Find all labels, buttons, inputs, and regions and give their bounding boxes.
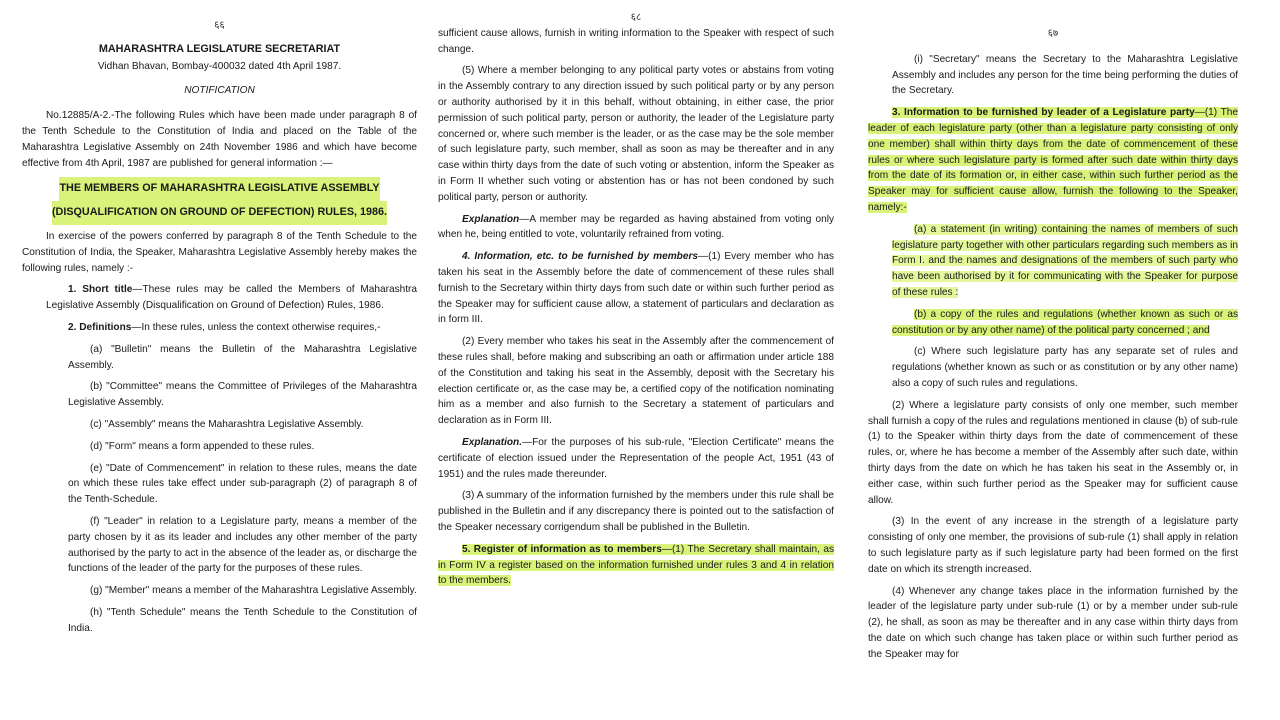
rule-2-definitions	[22, 320, 417, 336]
page-number: ६७	[1047, 28, 1059, 39]
secretariat-heading: MAHARASHTRA LEGISLATURE SECRETARIAT	[98, 42, 341, 55]
page-middle	[438, 0, 834, 595]
page-right	[868, 0, 1238, 668]
rule-2-heading: 2. Definitions	[68, 321, 132, 333]
rule-4-heading: 4. Information, etc. to be furnished by members	[462, 251, 698, 263]
definition-f: (f) "Leader" in relation to a Legislature party, means a member of the party chosen by it as its leader and includes any other member of the party authorised by the party to act in the absence of the leader as, or discharge the functions of the leader of the party for the purposes of these rules.	[68, 515, 418, 575]
rule-5	[438, 542, 834, 589]
definition-g: (g) "Member" means a member of the Maharashtra Legislative Assembly.	[90, 585, 417, 597]
continued-paragraph: sufficient cause allows, furnish in writing information to the Speaker with respect of such change.	[438, 27, 834, 55]
rule-3-heading: 3. Information to be furnished by leader of a Legislature party	[892, 107, 1195, 119]
rule-3-text: —(1) The leader of each legislature party (other than a legislature party consisting of only one member) shall within thirty days from the date of commencement of these rules or where such legislature party is formed after such date within thirty days from the date of its formation or, in either case, within such further period as the Speaker may for sufficient cause allow, furnish the following to the Speaker, namely:-	[868, 107, 1238, 213]
explanation-1-text: —A member may be regarded as having abstained from voting only when he, being entitled to vote, voluntarily refrained from voting.	[438, 213, 834, 241]
exercise-paragraph: In exercise of the powers conferred by paragraph 8 of the Tenth Schedule to the Constitution of India, the Speaker, Maharashtra Legislative Assembly hereby makes the following rules, namely :-	[22, 230, 417, 274]
rules-title-line-2: (DISQUALIFICATION ON GROUND OF DEFECTION) RULES, 1986.	[52, 201, 387, 225]
definition-d: (d) "Form" means a form appended to these rules.	[90, 440, 315, 452]
rule-3	[868, 105, 1238, 216]
page-number: ६६	[214, 20, 225, 31]
rule-3-2: (2) Where a legislature party consists of only one member, such member shall furnish a copy of the rules and regulations mentioned in clause (b) of sub-rule (1) to the Speaker within thirty days from the date of commencement of these rules, or, where he has become a member of the Assembly after such date, within thirty days from the date on which he has taken his seat in the Assembly or, in either case, within such further period as the Speaker may for sufficient cause allow.	[868, 399, 1238, 506]
definition-b: (b) "Committee" means the Committee of Privileges of the Maharashtra Legislative Assembly.	[68, 381, 417, 409]
rule-3-5-paragraph: (5) Where a member belonging to any political party votes or abstains from voting in the Assembly contrary to any direction issued by such political party or by any person or authority authorised by it in this behalf, without obtaining, in either case, the prior permission of such political party, person or authority, the leader of the Legislature party concerned or, where such member is the leader, or as the case may be the sole member of such legislature party, such member, shall as soon as may be thereafter and in any case within thirty days from the date of such voting or abstention, inform the Speaker as in Form II whether such voting or abstention has or has not been condoned by such political party, person or authority.	[438, 65, 834, 203]
explanation-1	[438, 212, 834, 244]
explanation-1-heading: Explanation	[462, 213, 520, 225]
page-left	[22, 0, 417, 643]
explanation-2	[438, 435, 834, 482]
rule-4-text: —(1) Every member who has taken his seat in the Assembly before the date of commencement of these rules shall furnish to the Secretary within thirty days from such date or within such further period as the Speaker may for sufficient cause allow, a statement of particulars and declaration as in form III.	[438, 251, 834, 326]
rule-3-a: (a) a statement (in writing) containing the names of members of such legislature party together with other particulars regarding such members as in Form I. and the names and designations of the members of such party who have been authorised by it for communicating with the Speaker for purpose of these rules :	[892, 223, 1238, 298]
definition-i: (i) "Secretary" means the Secretary to the Maharashtra Legislative Assembly and includes any person for the time being performing the duties of the Secretary.	[892, 53, 1238, 97]
intro-paragraph: No.12885/A-2.-The following Rules which have been made under paragraph 8 of the Tenth Schedule to the Constitution of India and placed on the Table of the Maharashtra Legislative Assembly on 24th November 1986 and which have become effective from 4th April, 1987 are published for general information :—	[22, 110, 417, 169]
explanation-2-text: —For the purposes of his sub-rule, "Election Certificate" means the certificate of election issued under the Representation of the people Act, 1951 (43 of 1951) and the rules made thereunder.	[438, 436, 834, 480]
rule-3-b: (b) a copy of the rules and regulations (whether known as such or as constitution or by any other name) of the political party concerned ; and	[892, 308, 1238, 336]
rule-3-3: (3) In the event of any increase in the strength of a legislature party consisting of only one member, the provisions of sub-rule (1) shall apply in relation to such legislature party as if such legislature party had been formed on the first date on which its strength increased.	[868, 516, 1238, 575]
rule-1-heading: 1. Short title	[68, 284, 133, 296]
definition-c: (c) "Assembly" means the Maharashtra Legislative Assembly.	[90, 418, 364, 430]
rule-4	[438, 249, 834, 328]
rule-3-c: (c) Where such legislature party has any separate set of rules and regulations (whether known as such or as constitution or by any other name) also a copy of such rules and regulations.	[892, 346, 1238, 389]
definition-h: (h) "Tenth Schedule" means the Tenth Schedule to the Constitution of India.	[68, 606, 417, 634]
rules-title-line-1: THE MEMBERS OF MAHARASHTRA LEGISLATIVE ASSEMBLY	[59, 177, 379, 201]
definition-a: (a) "Bulletin" means the Bulletin of the Maharashtra Legislative Assembly.	[68, 343, 417, 371]
rule-5-text: —(1) The Secretary shall maintain, as in Form IV a register based on the information furnished under rules 3 and 4 in relation to the members.	[438, 543, 835, 587]
rule-4-3: (3) A summary of the information furnished by the members under this rule shall be published in the Bulletin and if any discrepancy there is pointed out to the satisfaction of the Speaker necessary corrigendum shall be published in the Bulletin.	[438, 490, 834, 533]
rule-1-text: —These rules may be called the Members of Maharashtra Legislative Assembly (Disqualification on Ground of Defection) Rules, 1986.	[46, 284, 418, 312]
explanation-2-heading: Explanation.	[462, 436, 523, 448]
notification-heading: NOTIFICATION	[184, 85, 255, 97]
rules-title	[22, 177, 417, 225]
rule-2-text: —In these rules, unless the context otherwise requires,-	[131, 321, 381, 333]
page-number: ६८	[630, 12, 642, 23]
rule-5-heading: 5. Register of information as to members	[462, 543, 662, 555]
rule-4-2: (2) Every member who takes his seat in the Assembly after the commencement of these rules shall, before making and subscribing an oath or affirmation under article 188 of the Constitution and taking his seat in the Assembly, deposit with the Secretary his election certificate or, as the case may be, a certified copy of the notification nominating him as a member and also furnish to the Secretary a statement of particulars and declaration as in Form III.	[438, 336, 834, 427]
rule-1-short-title	[22, 282, 417, 314]
address-line: Vidhan Bhavan, Bombay-400032 dated 4th April 1987.	[97, 60, 342, 72]
rule-3-4: (4) Whenever any change takes place in the information furnished by the leader of the legislature party under sub-rule (1) or by a member under sub-rule (2), he shall, as soon as may be thereafter and in any case within thirty days from the date on which such change has taken place or within such further period as the Speaker may for	[868, 585, 1238, 660]
definition-e: (e) "Date of Commencement" in relation to these rules, means the date on which these rules take effect under sub-paragraph (2) of paragraph 8 of the Tenth-Schedule.	[68, 462, 417, 506]
